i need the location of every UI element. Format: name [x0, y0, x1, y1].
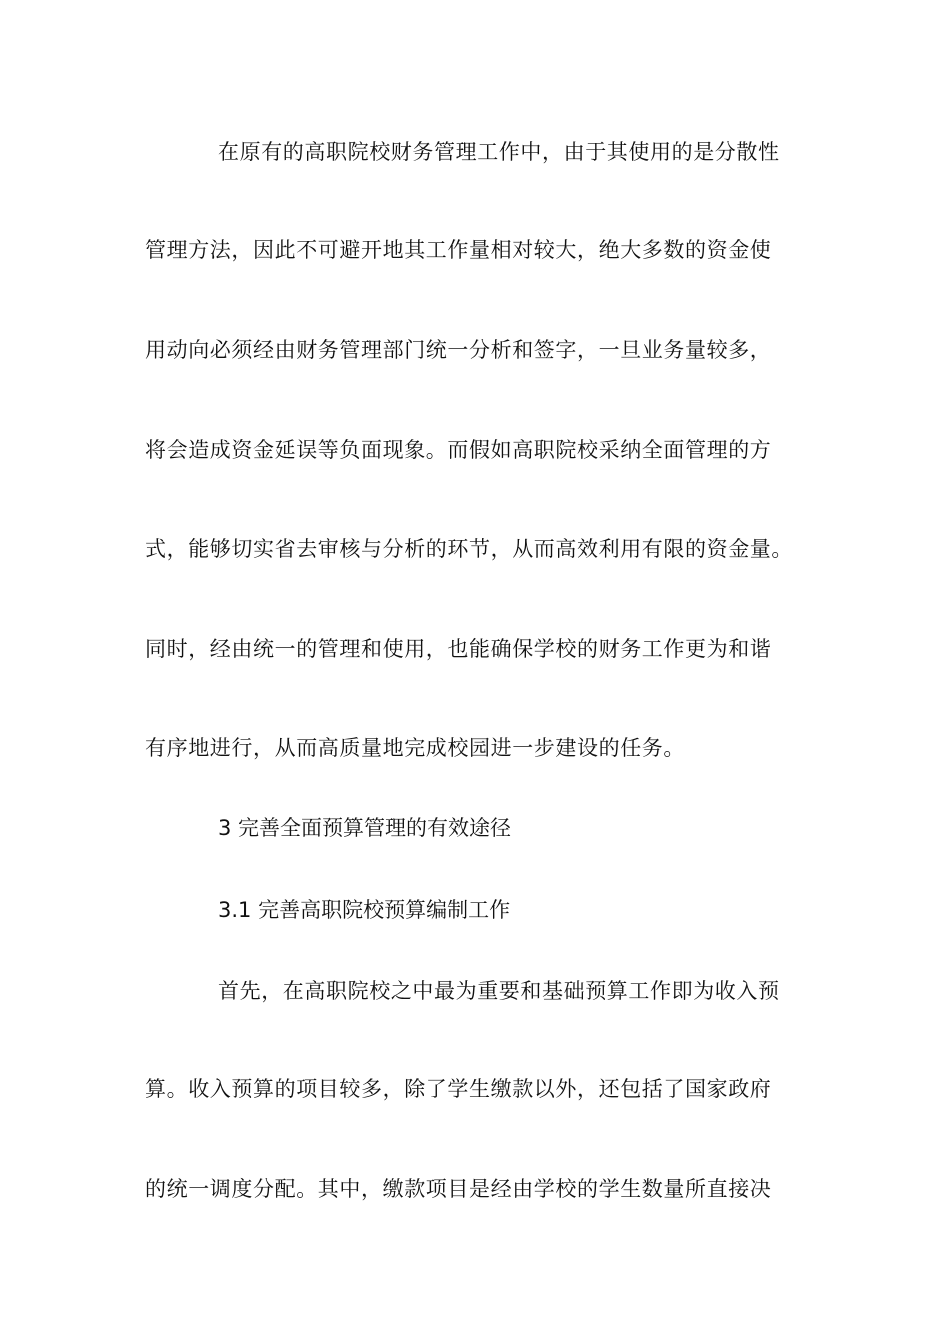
section-heading: 3 完善全面预算管理的有效途径 — [218, 816, 512, 840]
paragraph-line: 的统一调度分配。其中，缴款项目是经由学校的学生数量所直接决 — [145, 1177, 772, 1201]
paragraph-line: 算。收入预算的项目较多，除了学生缴款以外，还包括了国家政府 — [145, 1077, 772, 1101]
paragraph-line: 同时，经由统一的管理和使用，也能确保学校的财务工作更为和谐 — [145, 637, 772, 661]
paragraph-line: 管理方法，因此不可避开地其工作量相对较大，绝大多数的资金使 — [145, 238, 772, 262]
paragraph-line: 有序地进行，从而高质量地完成校园进一步建设的任务。 — [145, 736, 685, 760]
subsection-heading: 3.1 完善高职院校预算编制工作 — [218, 898, 511, 922]
paragraph-line: 将会造成资金延误等负面现象。而假如高职院校采纳全面管理的方 — [145, 438, 772, 462]
paragraph-line: 在原有的高职院校财务管理工作中，由于其使用的是分散性 — [218, 140, 780, 164]
paragraph-line: 首先，在高职院校之中最为重要和基础预算工作即为收入预 — [218, 979, 780, 1003]
paragraph-line: 用动向必须经由财务管理部门统一分析和签字，一旦业务量较多， — [145, 338, 772, 362]
paragraph-line: 式，能够切实省去审核与分析的环节，从而高效利用有限的资金量。 — [145, 537, 793, 561]
